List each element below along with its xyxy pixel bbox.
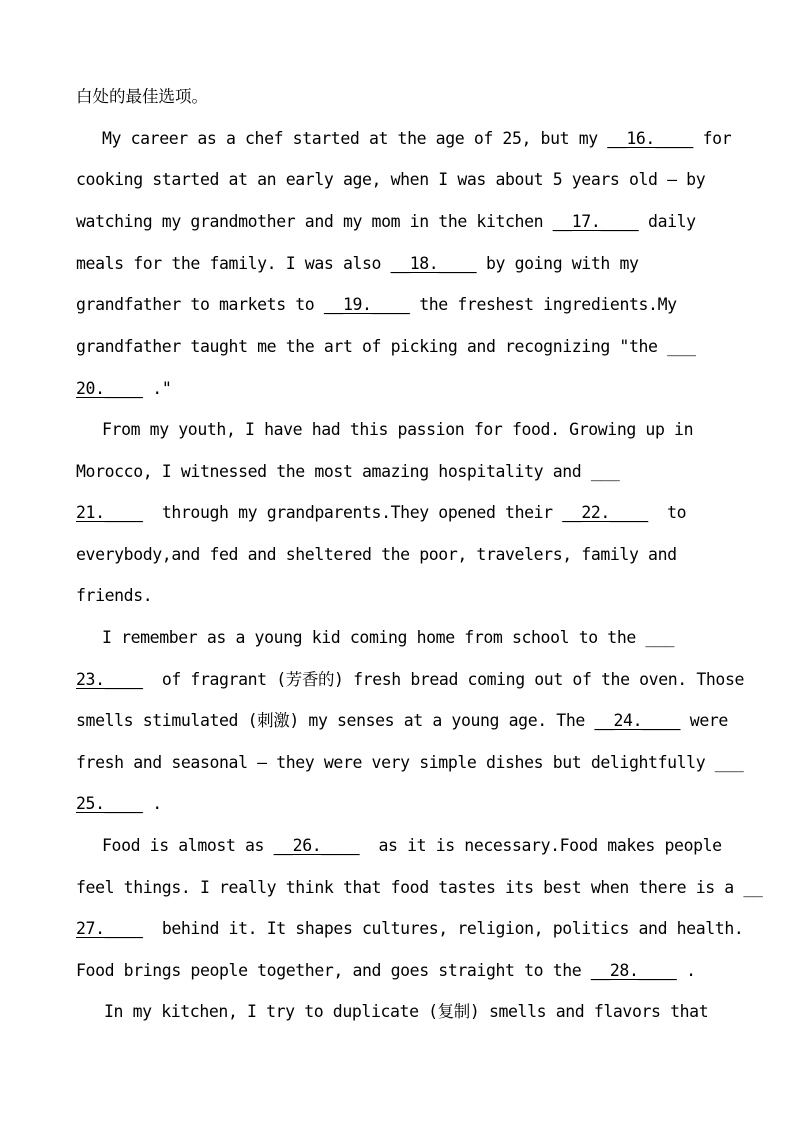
passage-text: From my youth, I have had this passion for food. Growing up in (102, 420, 694, 439)
passage-text: through my grandparents.They opened their (142, 503, 563, 522)
blank-number: 20.____ (76, 379, 143, 398)
passage-line (76, 544, 677, 566)
passage-line (76, 793, 162, 815)
passage-text: behind it. It shapes cultures, religion, politics and health. (142, 919, 744, 938)
blank-number: __24.____ (594, 711, 681, 730)
passage-line (76, 169, 705, 191)
blank-number: 21.____ (76, 503, 143, 522)
passage-text: My career as a chef started at the age of 25, but my (102, 129, 608, 148)
passage-text: daily (638, 212, 696, 231)
passage-line (76, 461, 619, 483)
blank-number: __28.____ (590, 961, 677, 980)
passage-text: Morocco, I witnessed the most amazing hospitality and ___ (76, 462, 620, 481)
passage-text: smells stimulated (刺激) my senses at a young age. The (76, 711, 595, 730)
passage-text: the freshest ingredients.My (409, 295, 677, 314)
passage-line (76, 585, 152, 607)
passage-text: everybody,and fed and sheltered the poor, travelers, family and (76, 545, 677, 564)
passage-line (102, 419, 693, 441)
passage-line (76, 710, 728, 732)
passage-text: grandfather taught me the art of picking and recognizing "the ___ (76, 337, 696, 356)
passage-text: feel things. I really think that food tastes its best when there is a __ (76, 878, 763, 897)
passage-text: . (142, 794, 162, 813)
passage-line (76, 669, 744, 691)
passage-line (102, 627, 674, 649)
passage-text: cooking started at an early age, when I was about 5 years old — by (76, 170, 706, 189)
passage-text: meals for the family. I was also (76, 254, 391, 273)
passage-line (102, 128, 731, 150)
passage-text: as it is necessary.Food makes people (359, 836, 722, 855)
blank-number: __26.____ (273, 836, 360, 855)
passage-text: by going with my (476, 254, 639, 273)
passage-line (104, 1001, 708, 1023)
passage-text: Food brings people together, and goes straight to the (76, 961, 591, 980)
passage-line (76, 253, 639, 275)
passage-line (76, 378, 171, 400)
passage-text: ." (142, 379, 172, 398)
blank-number: __18.____ (390, 254, 477, 273)
blank-number: __22.____ (562, 503, 649, 522)
blank-number: __16.____ (607, 129, 694, 148)
passage-line (76, 960, 696, 982)
passage-text: were (680, 711, 728, 730)
passage-line (76, 752, 743, 774)
blank-number: 23.____ (76, 670, 143, 689)
passage-text: of fragrant (芳香的) fresh bread coming out of the oven. Those (142, 670, 745, 689)
intro-line: 白处的最佳选项。 (76, 87, 208, 106)
passage-line (76, 502, 686, 524)
blank-number: __17.____ (552, 212, 639, 231)
passage-line (76, 211, 696, 233)
passage-text: watching my grandmother and my mom in the kitchen (76, 212, 553, 231)
blank-number: 25.____ (76, 794, 143, 813)
passage-text: . (676, 961, 696, 980)
passage-text: to (648, 503, 687, 522)
passage-line (76, 294, 677, 316)
passage-line (76, 336, 696, 358)
passage-line (76, 918, 743, 940)
blank-number: 27.____ (76, 919, 143, 938)
passage-text: In my kitchen, I try to duplicate (复制) smells and flavors that (104, 1002, 709, 1021)
passage-text: for (693, 129, 732, 148)
passage-line (102, 835, 722, 857)
blank-number: __19.____ (323, 295, 410, 314)
passage-text: grandfather to markets to (76, 295, 324, 314)
passage-text: I remember as a young kid coming home from school to the ___ (102, 628, 675, 647)
passage-text: friends. (76, 586, 153, 605)
passage-line (76, 877, 762, 899)
passage-text: Food is almost as (102, 836, 274, 855)
passage-text: fresh and seasonal — they were very simple dishes but delightfully ___ (76, 753, 744, 772)
